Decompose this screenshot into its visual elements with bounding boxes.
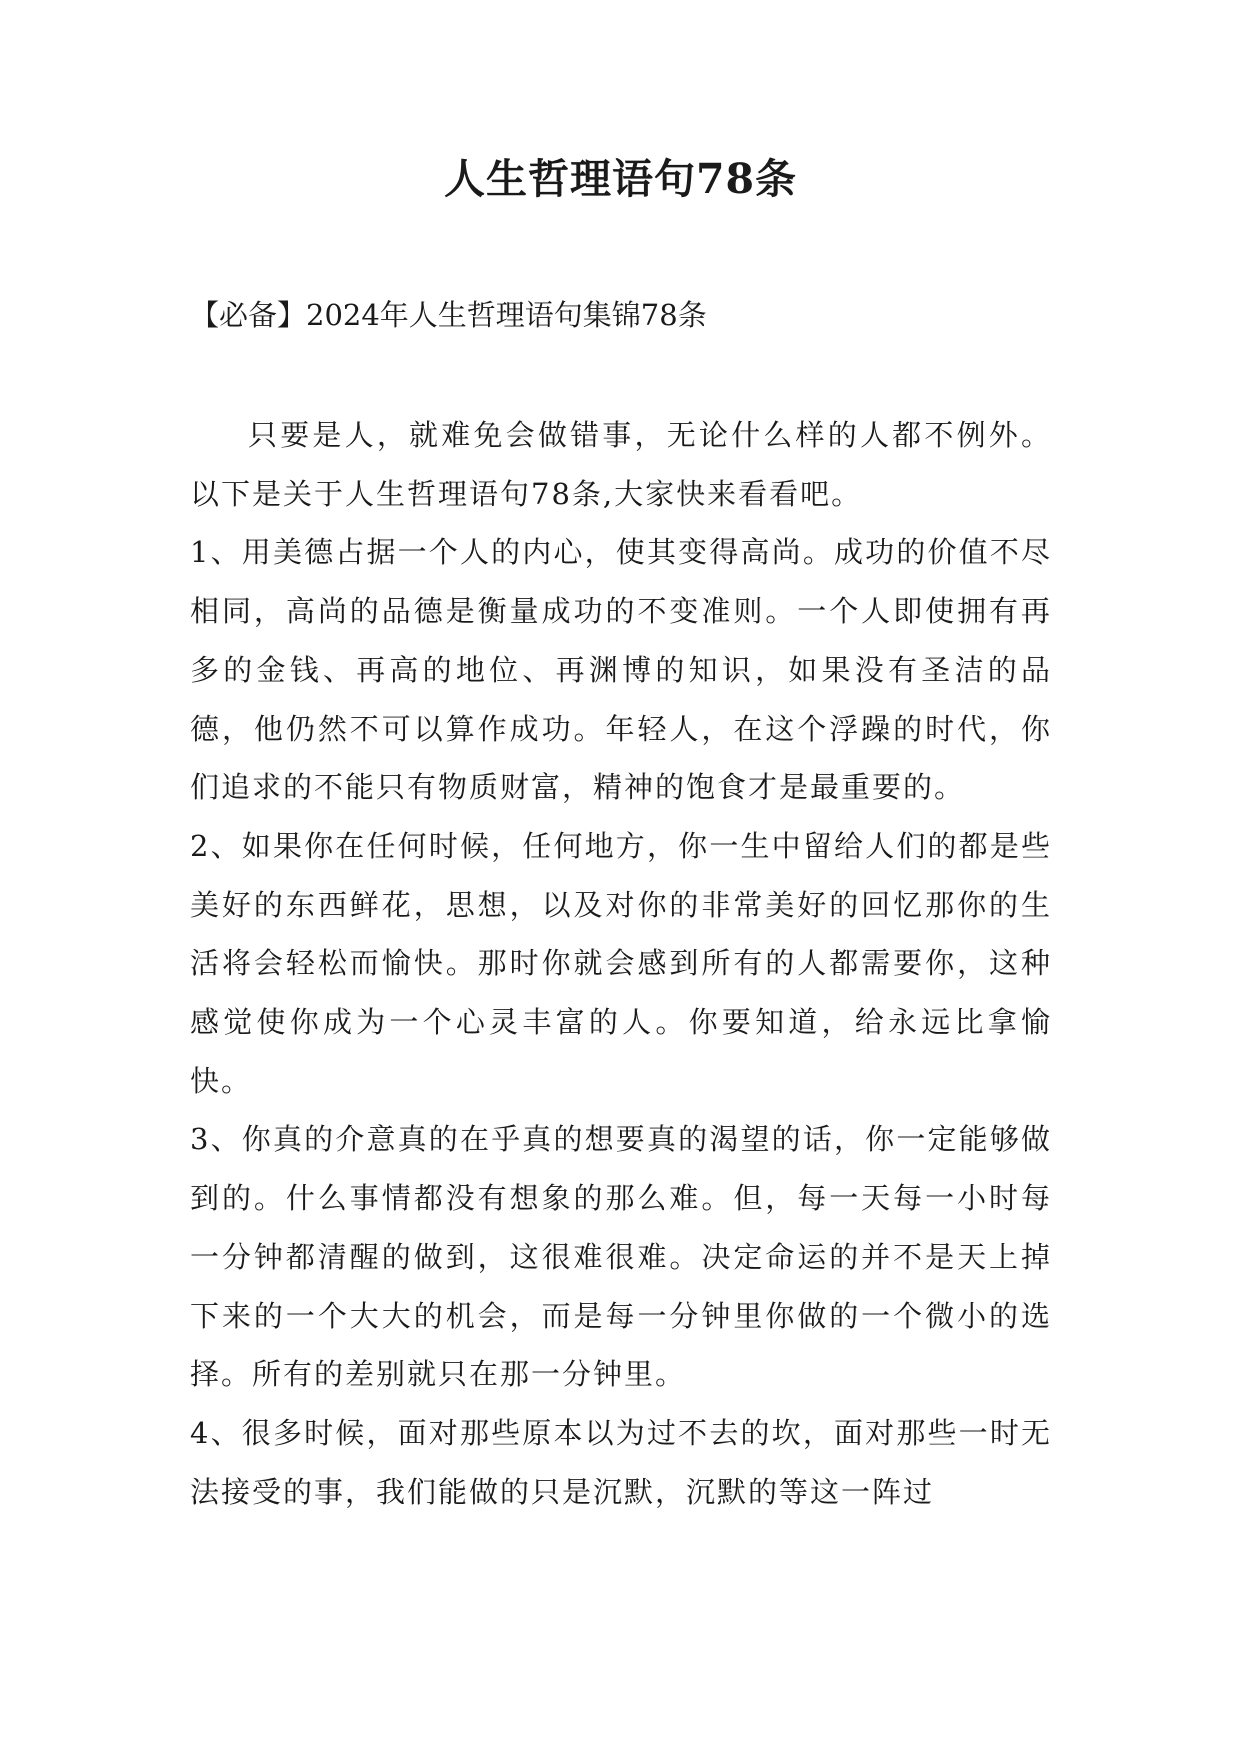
list-item: 3、你真的介意真的在乎真的想要真的渴望的话，你一定能够做到的。什么事情都没有想象的那么难。但，每一天每一小时每一分钟都清醒的做到，这很难很难。决定命运的并不是天上掉下来的一个大大的机会，而是每一分钟里你做的一个微小的选择。所有的差别就只在那一分钟里。 <box>190 1122 1052 1392</box>
list-item: 1、用美德占据一个人的内心，使其变得高尚。成功的价值不尽相同，高尚的品德是衡量成功的不变准则。一个人即使拥有再多的金钱、再高的地位、再渊博的知识，如果没有圣洁的品德，他仍然不可以算作成功。年轻人，在这个浮躁的时代，你们追求的不能只有物质财富，精神的饱食才是最重要的。 <box>190 535 1052 805</box>
document-body <box>190 406 1052 1521</box>
list-item: 2、如果你在任何时候，任何地方，你一生中留给人们的都是些美好的东西鲜花，思想，以及对你的非常美好的回忆那你的生活将会轻松而愉快。那时你就会感到所有的人都需要你，这种感觉使你成为一个心灵丰富的人。你要知道，给永远比拿愉快。 <box>190 828 1052 1098</box>
document-subtitle: 【必备】2024年人生哲理语句集锦78条 <box>190 298 707 332</box>
list-item: 4、很多时候，面对那些原本以为过不去的坎，面对那些一时无法接受的事，我们能做的只是沉默，沉默的等这一阵过 <box>190 1415 1052 1509</box>
intro-paragraph: 只要是人，就难免会做错事，无论什么样的人都不例外。以下是关于人生哲理语句78条,大家快来看看吧。 <box>190 418 1052 511</box>
document-title: 人生哲理语句78条 <box>443 155 798 203</box>
